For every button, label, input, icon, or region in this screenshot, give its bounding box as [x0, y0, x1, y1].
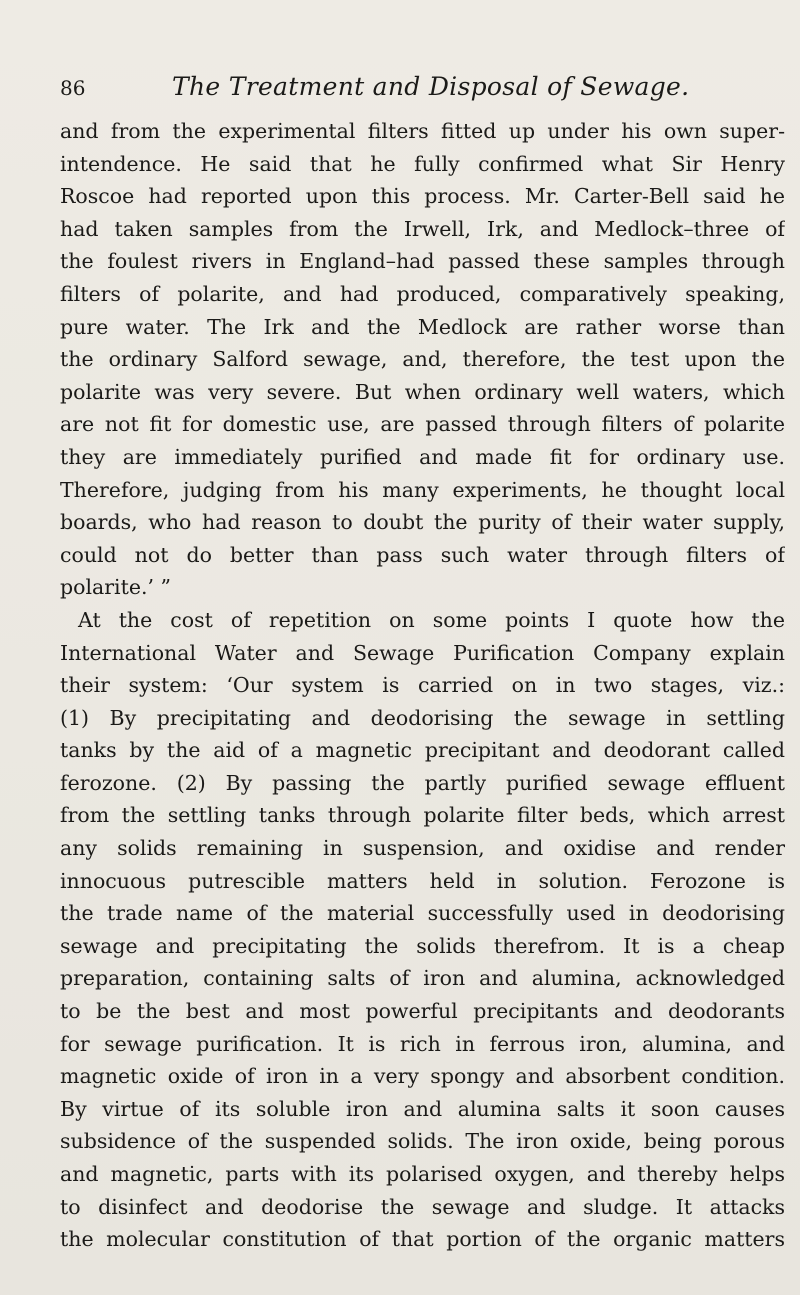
text-line: filters of polarite, and had produced, comparatively speaking,	[60, 281, 785, 306]
running-head	[60, 72, 750, 112]
text-line: sewage and precipitating the solids therefrom. It is a cheap	[60, 933, 785, 958]
text-line: Roscoe had reported upon this process. Mr. Carter-Bell said he	[60, 184, 785, 209]
page-title: The Treatment and Disposal of Sewage.	[172, 72, 690, 101]
text-line: had taken samples from the Irwell, Irk, and Medlock–three of	[60, 216, 785, 241]
body-text	[60, 115, 785, 1256]
text-line: any solids remaining in suspension, and oxidise and render	[60, 836, 785, 861]
text-line: tanks by the aid of a magnetic precipitant and deodorant called	[60, 738, 785, 763]
text-line: the foulest rivers in England–had passed these samples through	[60, 249, 785, 274]
text-line: the ordinary Salford sewage, and, therefore, the test upon the	[60, 347, 785, 372]
text-line: magnetic oxide of iron in a very spongy and absorbent condition.	[60, 1064, 785, 1089]
text-line: the molecular constitution of that portion of the organic matters	[60, 1227, 785, 1252]
text-line: polarite was very severe. But when ordinary well waters, which	[60, 379, 785, 404]
text-line: preparation, containing salts of iron and alumina, acknowledged	[60, 966, 785, 991]
text-line: to disinfect and deodorise the sewage and sludge. It attacks	[60, 1194, 785, 1219]
page-number: 86	[60, 76, 86, 100]
text-line: At the cost of repetition on some points I quote how the	[78, 607, 785, 632]
text-line: their system: ‘Our system is carried on in two stages, viz.:	[60, 673, 785, 698]
text-line: the trade name of the material successfully used in deodorising	[60, 901, 785, 926]
text-line: they are immediately purified and made fit for ordinary use.	[60, 444, 785, 469]
text-line: ferozone. (2) By passing the partly purified sewage effluent	[60, 770, 785, 795]
text-line: subsidence of the suspended solids. The iron oxide, being porous	[60, 1129, 785, 1154]
text-line: and from the experimental filters fitted up under his own super-	[60, 119, 785, 143]
text-line: Therefore, judging from his many experiments, he thought local	[60, 477, 785, 502]
text-line: from the settling tanks through polarite filter beds, which arrest	[60, 803, 785, 828]
text-line: intendence. He said that he fully confirmed what Sir Henry	[60, 151, 785, 176]
text-line: International Water and Sewage Purification Company explain	[60, 640, 785, 665]
text-line: and magnetic, parts with its polarised oxygen, and thereby helps	[60, 1162, 785, 1186]
text-line: to be the best and most powerful precipitants and deodorants	[60, 999, 785, 1024]
text-line: (1) By precipitating and deodorising the sewage in settling	[60, 705, 785, 730]
text-line: are not fit for domestic use, are passed through filters of polarite	[60, 412, 785, 437]
text-line: boards, who had reason to doubt the purity of their water supply,	[60, 510, 785, 535]
text-line: polarite.’ ”	[60, 575, 171, 600]
text-line: innocuous putrescible matters held in solution. Ferozone is	[60, 868, 785, 893]
text-line: could not do better than pass such water through filters of	[60, 542, 785, 567]
text-line: pure water. The Irk and the Medlock are rather worse than	[60, 314, 785, 339]
text-line: By virtue of its soluble iron and alumina salts it soon causes	[60, 1096, 785, 1121]
text-line: for sewage purification. It is rich in ferrous iron, alumina, and	[60, 1031, 785, 1056]
